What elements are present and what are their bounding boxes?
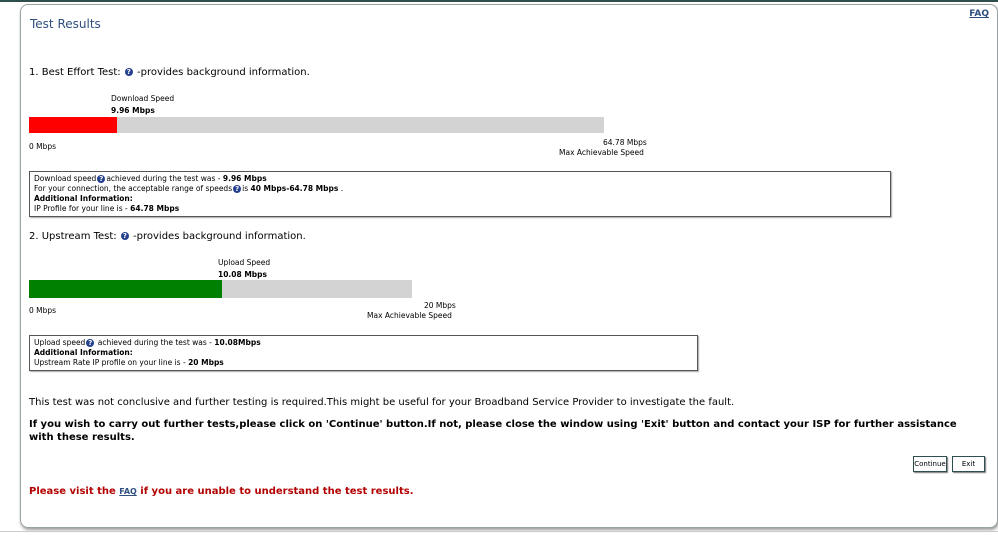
upload-heading-text: 2. Upstream Test: (29, 231, 117, 242)
faq-prompt: Please visit the FAQ if you are unable to understand the test results. (29, 486, 414, 497)
download-gauge-label: Download Speed (111, 94, 175, 103)
upload-info-box (29, 335, 698, 371)
download-additional-heading: Additional Information: (34, 194, 133, 203)
question-circle-icon[interactable]: ? (126, 68, 131, 76)
upload-info-line-1: Upload speed ? achieved during the test was - 10.08Mbps (34, 338, 261, 347)
inconclusive-message: This test was not conclusive and further testing is required.This might be useful for your Broadband Service Provider to investigate the fault. (29, 397, 735, 408)
upload-gauge-label: Upload Speed (218, 258, 271, 267)
results-panel (20, 4, 998, 528)
download-min-label: 0 Mbps (29, 142, 57, 151)
exit-button[interactable]: Exit (952, 456, 985, 472)
upload-additional-heading: Additional Information: (34, 348, 133, 357)
download-max-caption: Max Achievable Speed (559, 148, 644, 157)
upload-info-line-3: Upstream Rate IP profile on your line is - 20 Mbps (34, 358, 224, 367)
faq-link-bottom[interactable]: FAQ (119, 487, 137, 496)
upload-min-label: 0 Mbps (29, 306, 57, 315)
question-circle-icon[interactable]: ? (122, 232, 127, 240)
download-heading-text: 1. Best Effort Test: (29, 67, 121, 78)
download-max-value: 64.78 Mbps (603, 138, 647, 147)
download-info-box (29, 171, 891, 217)
upload-section-heading (29, 231, 306, 242)
page-title: Test Results (30, 17, 101, 31)
download-info-line-2: For your connection, the acceptable range of speeds ? is 40 Mbps-64.78 Mbps . (34, 184, 344, 193)
upload-max-caption: Max Achievable Speed (367, 311, 452, 320)
question-circle-icon[interactable]: ? (99, 175, 104, 183)
upload-speed-bar (29, 280, 412, 298)
instruction-message: If you wish to carry out further tests,please click on 'Continue' button.If not, please close the window using 'Exit' button and contact your ISP for further assistance with these results. (29, 419, 957, 443)
question-circle-icon[interactable]: ? (235, 185, 240, 193)
download-speed-bar (29, 117, 604, 133)
upload-heading-suffix: -provides background information. (133, 231, 306, 242)
download-speed-bar-fill (29, 117, 117, 133)
upload-speed-bar-fill (29, 280, 222, 298)
download-gauge-value: 9.96 Mbps (111, 106, 155, 115)
window-top-border (0, 0, 998, 2)
bottom-divider (0, 531, 998, 532)
continue-button[interactable]: Continue (913, 456, 947, 472)
faq-link-top[interactable]: FAQ (969, 9, 989, 19)
download-section-heading (29, 67, 310, 78)
download-info-line-4: IP Profile for your line is - 64.78 Mbps (34, 204, 180, 213)
upload-max-value: 20 Mbps (424, 301, 456, 310)
question-circle-icon[interactable]: ? (88, 339, 93, 347)
download-heading-suffix: -provides background information. (137, 67, 310, 78)
download-info-line-1: Download speed ? achieved during the test was - 9.96 Mbps (34, 174, 267, 183)
upload-gauge-value: 10.08 Mbps (218, 270, 267, 279)
